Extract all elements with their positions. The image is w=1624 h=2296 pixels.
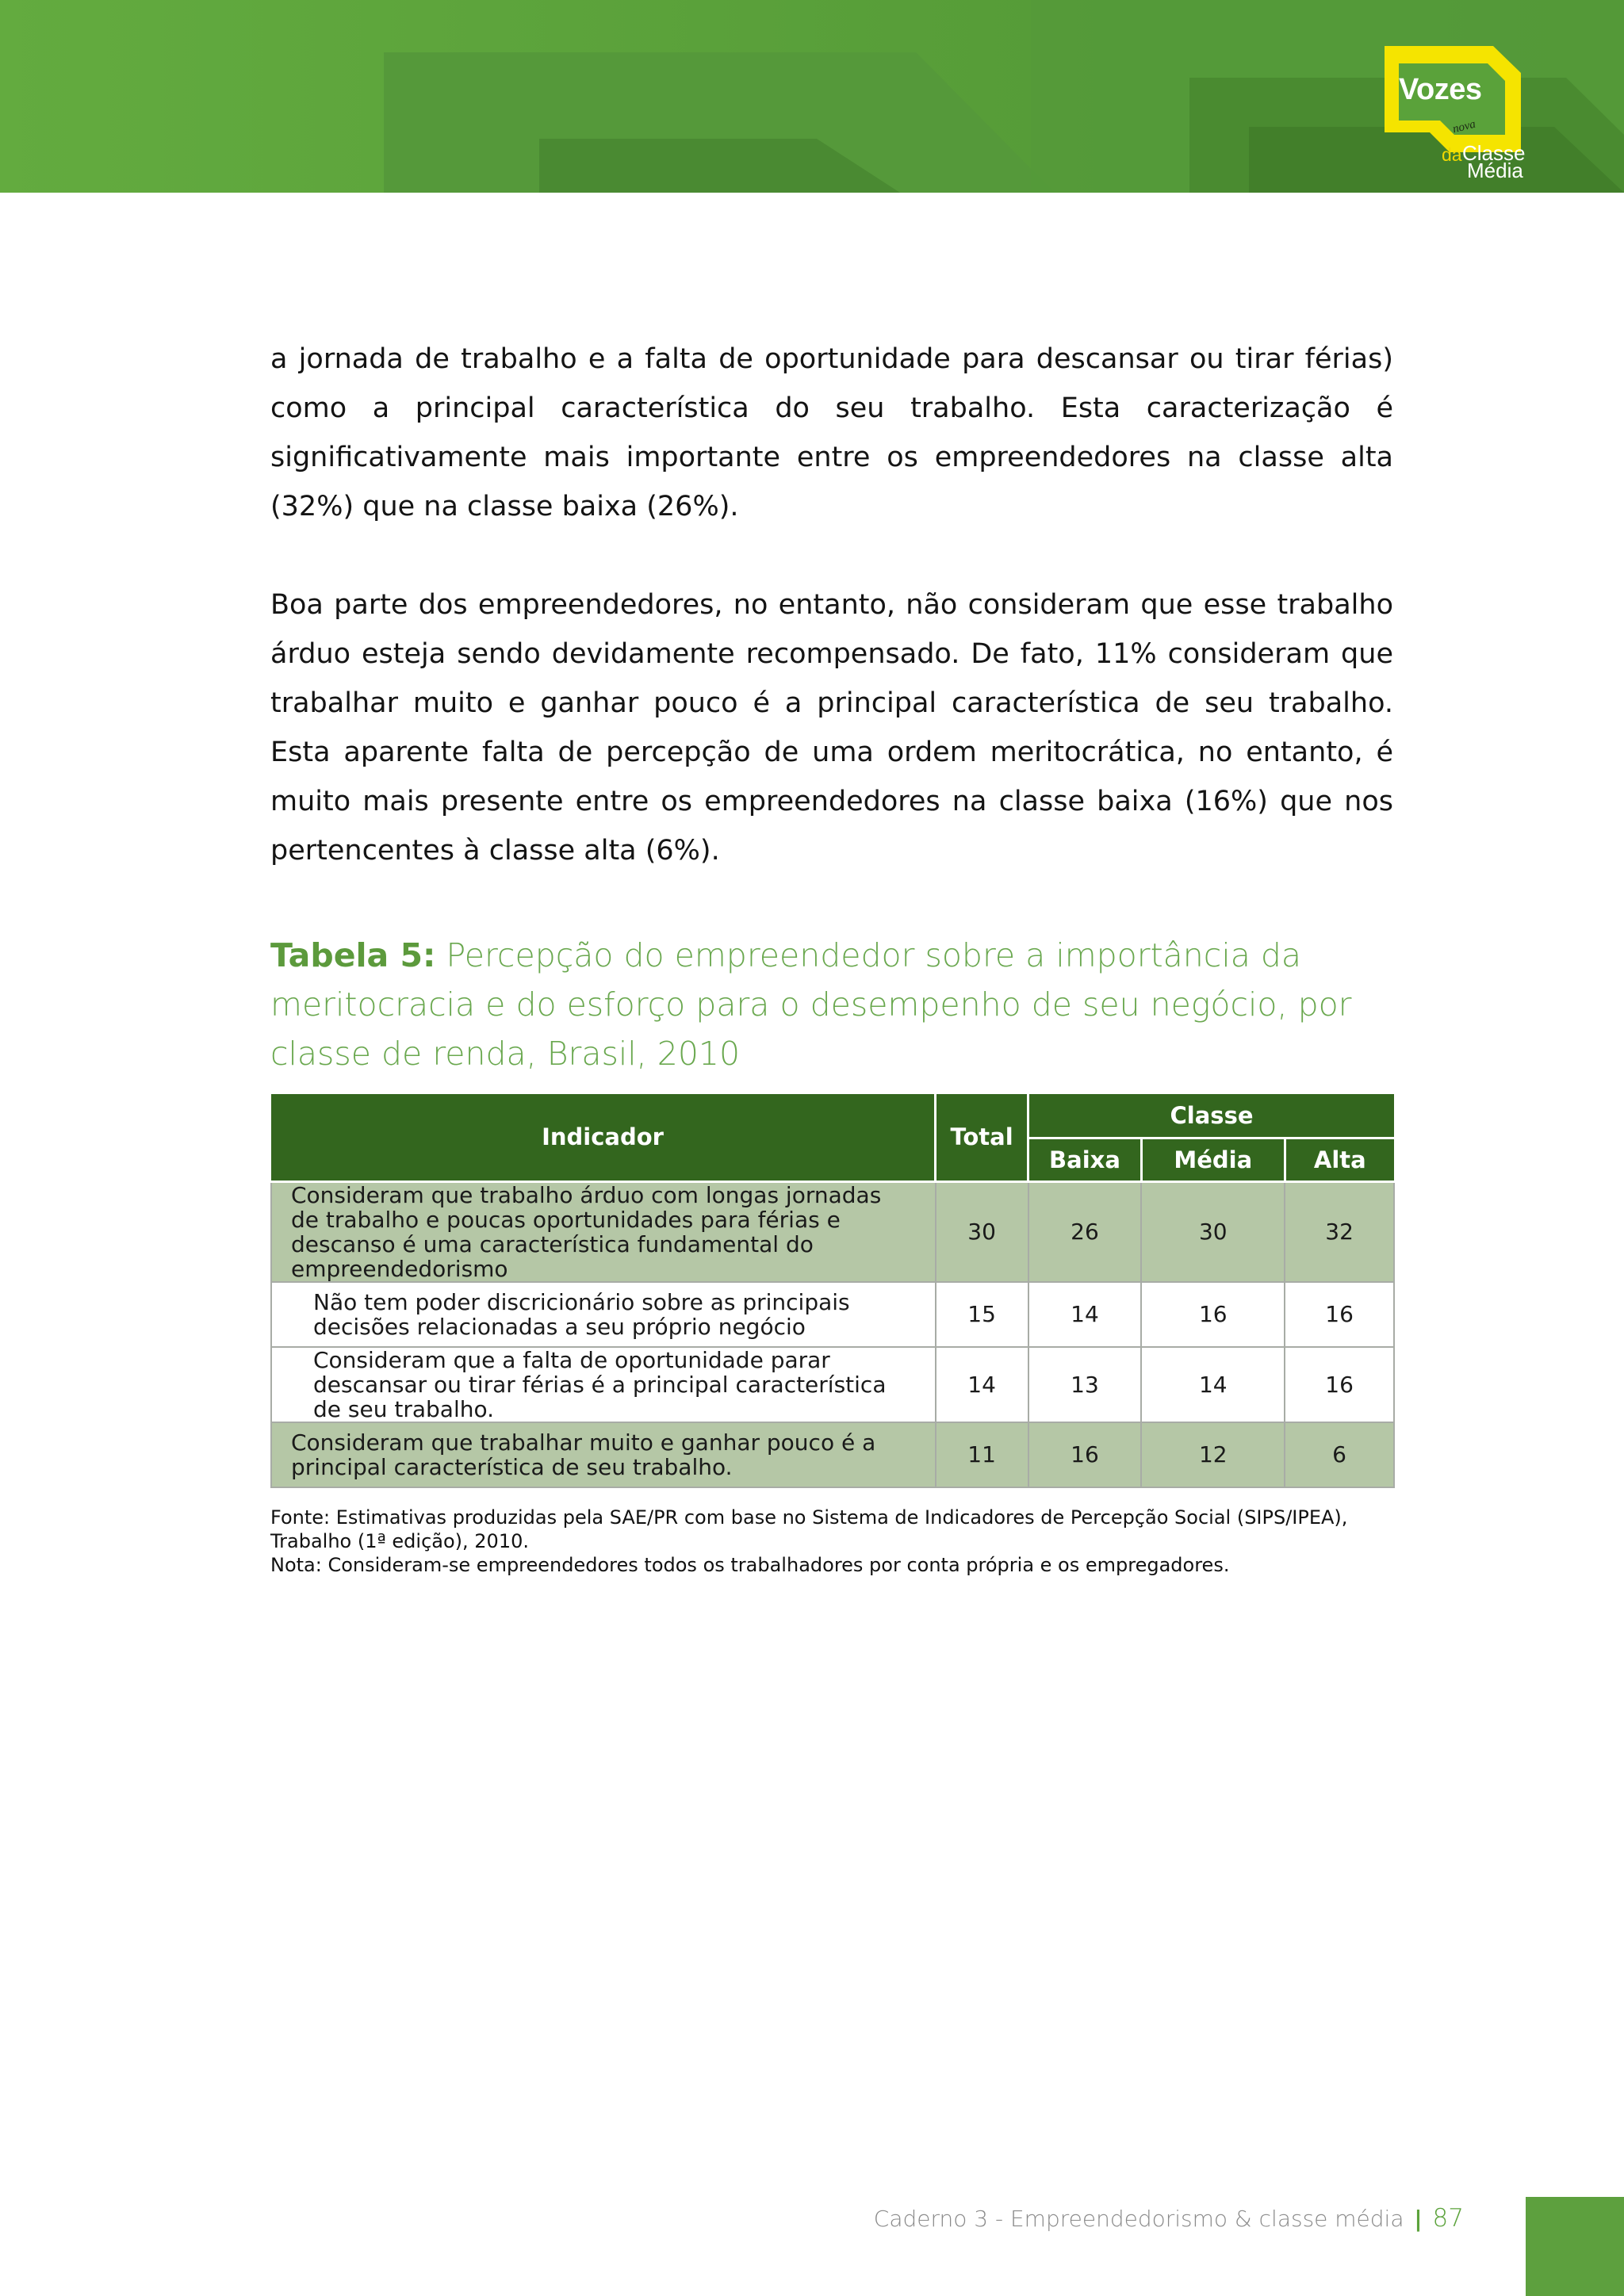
- row-alta: 16: [1285, 1347, 1394, 1422]
- body-paragraph-1: a jornada de trabalho e a falta de oportunidade para descansar ou tirar férias) como a principal característica do seu trabalho. Esta caracterização é significativamente mais importante entre os empreendedores na classe alta (32%) que na classe baixa (26%).: [270, 343, 1393, 522]
- main-content: [270, 335, 1393, 1577]
- row-indicador: Consideram que a falta de oportunidade parar descansar ou tirar férias é a principal característica de seu trabalho.: [271, 1347, 936, 1422]
- table-title: [270, 931, 1393, 1078]
- header-indicador: Indicador: [271, 1094, 936, 1181]
- row-media: 30: [1141, 1181, 1285, 1282]
- table-row: [271, 1282, 1394, 1347]
- row-media: 14: [1141, 1347, 1285, 1422]
- row-alta: 32: [1285, 1181, 1394, 1282]
- page-header-banner: [0, 0, 1624, 193]
- logo-nova: nova: [1451, 117, 1477, 136]
- table-title-text: Percepção do empreendedor sobre a importância da meritocracia e do esforço para o desempenho de seu negócio, por classe de renda, Brasil, 2010: [270, 936, 1352, 1073]
- header-total: Total: [936, 1094, 1028, 1181]
- page-number: 87: [1432, 2204, 1464, 2233]
- definition-note: Nota: Consideram-se empreendedores todos os trabalhadores por conta própria e os empregadores.: [270, 1553, 1230, 1576]
- table-notes: [270, 1506, 1393, 1577]
- row-baixa: 14: [1028, 1282, 1142, 1347]
- table-row: [271, 1422, 1394, 1487]
- row-total: 15: [936, 1282, 1028, 1347]
- logo-da: da: [1442, 144, 1462, 165]
- row-indicador: Consideram que trabalhar muito e ganhar pouco é a principal característica de seu trabalho.: [271, 1422, 936, 1487]
- table-title-lead: Tabela 5:: [270, 936, 436, 974]
- table-row: [271, 1181, 1394, 1282]
- row-indicador: Não tem poder discricionário sobre as principais decisões relacionadas a seu próprio negócio: [271, 1282, 936, 1347]
- row-media: 12: [1141, 1422, 1285, 1487]
- logo-classe: Classe: [1462, 141, 1526, 165]
- footer-separator: |: [1414, 2206, 1423, 2232]
- header-media: Média: [1141, 1138, 1285, 1181]
- row-total: 11: [936, 1422, 1028, 1487]
- page-footer: [874, 2204, 1464, 2233]
- footer-green-block: [1526, 2197, 1624, 2296]
- data-table: [270, 1094, 1395, 1488]
- header-classe: Classe: [1028, 1094, 1394, 1138]
- table-row: [271, 1347, 1394, 1422]
- body-paragraph-2: Boa parte dos empreendedores, no entanto, não consideram que esse trabalho árduo esteja sendo devidamente recompensado. De fato, 11% consideram que trabalhar muito e ganhar pouco é a principal característica de seu trabalho. Esta aparente falta de percepção de uma ordem meritocrática, no entanto, é muito mais presente entre os empreendedores na classe baixa (16%) que nos pertencentes à classe alta (6%).: [270, 589, 1393, 867]
- header-alta: Alta: [1285, 1138, 1394, 1181]
- row-baixa: 16: [1028, 1422, 1142, 1487]
- logo-media: Média: [1467, 159, 1523, 182]
- row-total: 30: [936, 1181, 1028, 1282]
- source-note: Fonte: Estimativas produzidas pela SAE/PR com base no Sistema de Indicadores de Percepção Social (SIPS/IPEA), Trabalho (1ª edição), 2010.: [270, 1506, 1348, 1552]
- row-total: 14: [936, 1347, 1028, 1422]
- footer-caption: Caderno 3 - Empreendedorismo & classe média: [873, 2206, 1404, 2232]
- row-media: 16: [1141, 1282, 1285, 1347]
- logo-word: Vozes: [1399, 73, 1482, 106]
- row-baixa: 26: [1028, 1181, 1142, 1282]
- row-alta: 6: [1285, 1422, 1394, 1487]
- row-baixa: 13: [1028, 1347, 1142, 1422]
- header-baixa: Baixa: [1028, 1138, 1142, 1181]
- row-indicador: Consideram que trabalho árduo com longas jornadas de trabalho e poucas oportunidades para férias e descanso é uma característica fundamental do empreendedorismo: [271, 1181, 936, 1282]
- row-alta: 16: [1285, 1282, 1394, 1347]
- vozes-logo: [1378, 41, 1529, 184]
